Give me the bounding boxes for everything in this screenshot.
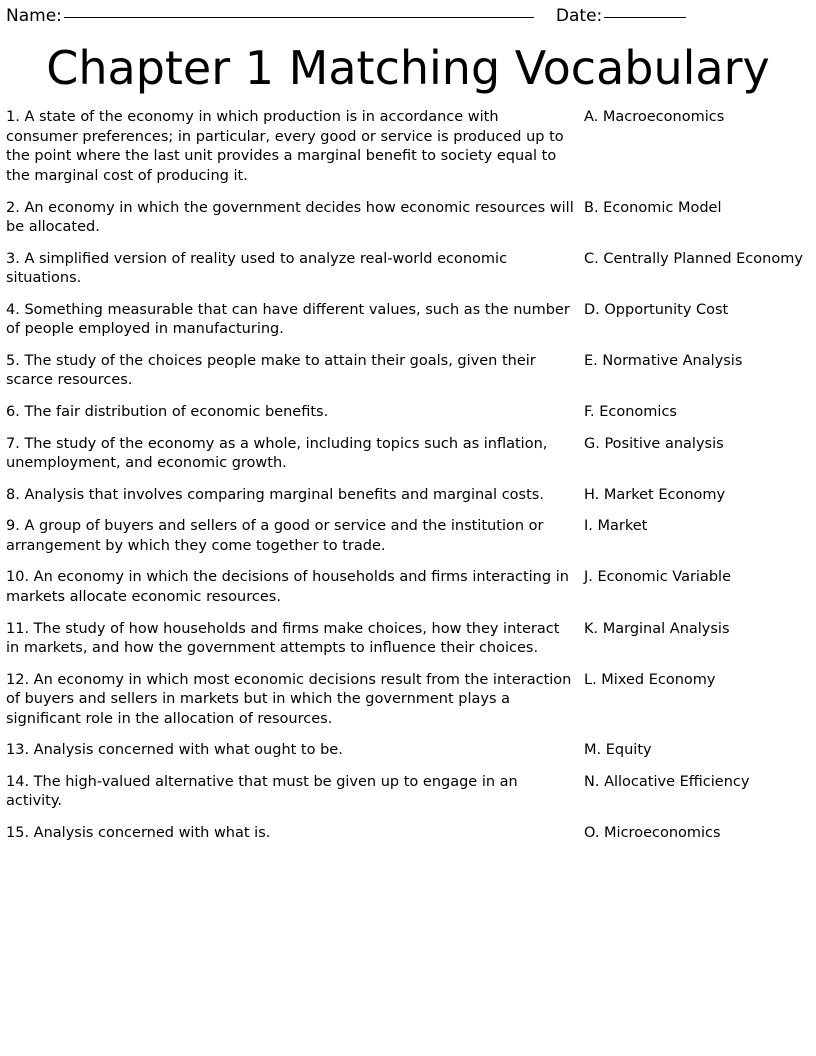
list-item [6,620,810,659]
definition-text: 15. Analysis concerned with what is. [6,825,271,842]
date-label: Date: [555,6,603,26]
term-text: H. Market Economy [584,486,726,503]
definition-text: 5. The study of the choices people make to attain their goals, given their scarce resources. [6,352,536,389]
definition-text: 7. The study of the economy as a whole, including topics such as inflation, unemployment, and economic growth. [6,435,548,472]
list-item [6,250,810,289]
list-item [6,824,810,844]
list-item [6,741,810,761]
name-label: Name: [6,6,62,26]
list-item [6,435,810,474]
definition-text: 1. A state of the economy in which production is in accordance with consumer preferences; in particular, every good or service is produced up to the point where the last unit provides a marginal benefit to society equal to the marginal cost of producing it. [6,109,564,184]
list-item [6,517,810,556]
term-text: K. Marginal Analysis [584,620,730,637]
list-item [6,352,810,391]
term-text: A. Macroeconomics [584,109,725,126]
term-text: M. Equity [584,742,652,759]
term-text: N. Allocative Efficiency [584,773,750,790]
term-text: O. Microeconomics [584,825,721,842]
definition-text: 2. An economy in which the government decides how economic resources will be allocated. [6,199,574,236]
list-item [6,568,810,607]
definition-text: 3. A simplified version of reality used to analyze real-world economic situations. [6,250,508,287]
definition-text: 4. Something measurable that can have different values, such as the number of people employed in manufacturing. [6,301,570,338]
term-text: F. Economics [584,404,677,421]
page-title: Chapter 1 Matching Vocabulary [46,41,770,95]
term-text: L. Mixed Economy [584,671,716,688]
list-item [6,403,810,423]
definition-text: 10. An economy in which the decisions of households and firms interacting in markets allocate economic resources. [6,569,569,605]
list-item [6,486,810,506]
list-item [6,301,810,340]
date-field-group [556,6,686,26]
definition-text: 9. A group of buyers and sellers of a good or service and the institution or arrangement by which they come together to trade. [6,518,544,554]
term-text: C. Centrally Planned Economy [584,250,803,267]
definition-text: 8. Analysis that involves comparing marginal benefits and marginal costs. [6,486,544,503]
definition-text: 13. Analysis concerned with what ought to be. [6,742,343,759]
term-text: B. Economic Model [584,199,722,216]
list-item [6,773,810,812]
list-item [6,108,810,186]
name-field-group [6,6,534,26]
definition-text: 6. The fair distribution of economic benefits. [6,404,329,421]
term-text: J. Economic Variable [584,569,732,586]
worksheet-header [4,6,812,26]
name-write-line[interactable] [64,16,534,18]
date-write-line[interactable] [604,16,686,18]
definition-text: 14. The high-valued alternative that must be given up to engage in an activity. [6,773,518,810]
definition-text: 11. The study of how households and firms make choices, how they interact in markets, and how the government attempts to influence their choices. [6,620,560,657]
definition-text: 12. An economy in which most economic decisions result from the interaction of buyers and sellers in markets but in which the government plays a significant role in the allocation of resources. [6,671,572,727]
list-item [6,199,810,238]
term-text: I. Market [584,518,648,535]
term-text: D. Opportunity Cost [584,301,729,318]
list-item [6,671,810,730]
term-text: G. Positive analysis [584,435,724,452]
matching-list [4,108,812,843]
term-text: E. Normative Analysis [584,352,743,369]
